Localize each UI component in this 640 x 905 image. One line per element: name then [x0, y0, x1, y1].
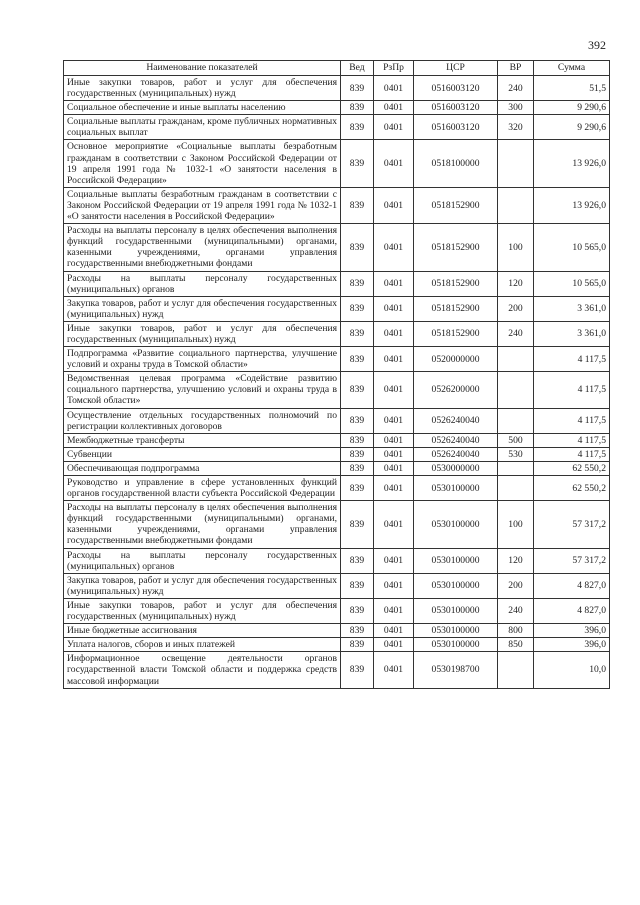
- cell-name: Расходы на выплаты персоналу государственных (муниципальных) органов: [64, 548, 341, 573]
- table-row: [64, 115, 610, 140]
- cell-ved: 839: [341, 461, 374, 475]
- cell-rzpr: 0401: [374, 372, 414, 408]
- cell-sum: 10 565,0: [534, 271, 610, 296]
- cell-csr: 0530100000: [414, 548, 498, 573]
- table-row: [64, 461, 610, 475]
- cell-ved: 839: [341, 652, 374, 688]
- cell-rzpr: 0401: [374, 187, 414, 223]
- cell-csr: 0526200000: [414, 372, 498, 408]
- cell-ved: 839: [341, 408, 374, 433]
- table-row: [64, 321, 610, 346]
- table-row: [64, 224, 610, 271]
- cell-name: Информационное освещение деятельности органов государственной власти Томской области и поддержка средств массовой информации: [64, 652, 341, 688]
- cell-name: Межбюджетные трансферты: [64, 433, 341, 447]
- cell-rzpr: 0401: [374, 548, 414, 573]
- cell-name: Закупка товаров, работ и услуг для обеспечения государственных (муниципальных) нужд: [64, 573, 341, 598]
- cell-vr: [498, 476, 534, 501]
- cell-sum: 4 117,5: [534, 447, 610, 461]
- cell-vr: 240: [498, 321, 534, 346]
- cell-csr: 0530100000: [414, 624, 498, 638]
- cell-sum: 3 361,0: [534, 321, 610, 346]
- cell-ved: 839: [341, 347, 374, 372]
- cell-ved: 839: [341, 140, 374, 187]
- cell-vr: 300: [498, 101, 534, 115]
- table-row: [64, 433, 610, 447]
- cell-ved: 839: [341, 548, 374, 573]
- cell-ved: 839: [341, 224, 374, 271]
- cell-ved: 839: [341, 296, 374, 321]
- cell-csr: 0518152900: [414, 296, 498, 321]
- cell-name: Подпрограмма «Развитие социального партнерства, улучшение условий и охраны труда в Томской области»: [64, 347, 341, 372]
- cell-rzpr: 0401: [374, 408, 414, 433]
- cell-rzpr: 0401: [374, 447, 414, 461]
- cell-csr: 0516003120: [414, 115, 498, 140]
- cell-ved: 839: [341, 101, 374, 115]
- cell-vr: 100: [498, 224, 534, 271]
- cell-csr: 0530198700: [414, 652, 498, 688]
- cell-csr: 0518100000: [414, 140, 498, 187]
- table-row: [64, 501, 610, 548]
- cell-rzpr: 0401: [374, 652, 414, 688]
- cell-vr: 530: [498, 447, 534, 461]
- cell-name: Расходы на выплаты персоналу в целях обеспечения выполнения функций государственными (муниципальными) органами, казенными учреждениями, органами управления государственными внебюджетными фондами: [64, 501, 341, 548]
- table-row: [64, 548, 610, 573]
- cell-rzpr: 0401: [374, 140, 414, 187]
- table-row: [64, 140, 610, 187]
- cell-vr: [498, 408, 534, 433]
- cell-rzpr: 0401: [374, 271, 414, 296]
- cell-ved: 839: [341, 187, 374, 223]
- cell-name: Иные бюджетные ассигнования: [64, 624, 341, 638]
- cell-csr: 0516003120: [414, 76, 498, 101]
- table-header-row: [64, 61, 610, 76]
- table-row: [64, 624, 610, 638]
- cell-rzpr: 0401: [374, 598, 414, 623]
- cell-csr: 0526240040: [414, 447, 498, 461]
- cell-rzpr: 0401: [374, 76, 414, 101]
- cell-csr: 0530000000: [414, 461, 498, 475]
- cell-ved: 839: [341, 372, 374, 408]
- table-row: [64, 296, 610, 321]
- cell-vr: 100: [498, 501, 534, 548]
- cell-ved: 839: [341, 271, 374, 296]
- cell-sum: 4 117,5: [534, 408, 610, 433]
- table-body: [64, 76, 610, 689]
- cell-ved: 839: [341, 76, 374, 101]
- column-header-rzpr: РзПр: [374, 61, 414, 76]
- cell-csr: 0520000000: [414, 347, 498, 372]
- cell-sum: 62 550,2: [534, 476, 610, 501]
- cell-sum: 62 550,2: [534, 461, 610, 475]
- cell-sum: 3 361,0: [534, 296, 610, 321]
- table-row: [64, 652, 610, 688]
- cell-name: Руководство и управление в сфере установленных функций органов государственной власти субъекта Российской Федерации: [64, 476, 341, 501]
- cell-sum: 51,5: [534, 76, 610, 101]
- cell-rzpr: 0401: [374, 115, 414, 140]
- cell-rzpr: 0401: [374, 501, 414, 548]
- table-row: [64, 372, 610, 408]
- cell-csr: 0518152900: [414, 321, 498, 346]
- table-row: [64, 76, 610, 101]
- cell-rzpr: 0401: [374, 476, 414, 501]
- cell-sum: 9 290,6: [534, 115, 610, 140]
- cell-name: Осуществление отдельных государственных полномочий по регистрации коллективных договоров: [64, 408, 341, 433]
- column-header-ved: Вед: [341, 61, 374, 76]
- cell-name: Закупка товаров, работ и услуг для обеспечения государственных (муниципальных) нужд: [64, 296, 341, 321]
- cell-rzpr: 0401: [374, 461, 414, 475]
- cell-csr: 0518152900: [414, 224, 498, 271]
- cell-csr: 0530100000: [414, 573, 498, 598]
- cell-csr: 0526240040: [414, 408, 498, 433]
- cell-rzpr: 0401: [374, 321, 414, 346]
- cell-sum: 57 317,2: [534, 548, 610, 573]
- cell-vr: [498, 372, 534, 408]
- cell-csr: 0518152900: [414, 271, 498, 296]
- cell-ved: 839: [341, 624, 374, 638]
- cell-vr: 200: [498, 296, 534, 321]
- cell-ved: 839: [341, 447, 374, 461]
- cell-name: Уплата налогов, сборов и иных платежей: [64, 638, 341, 652]
- cell-sum: 4 117,5: [534, 347, 610, 372]
- cell-name: Социальные выплаты гражданам, кроме публичных нормативных социальных выплат: [64, 115, 341, 140]
- table-row: [64, 476, 610, 501]
- cell-ved: 839: [341, 321, 374, 346]
- cell-sum: 396,0: [534, 638, 610, 652]
- cell-sum: 396,0: [534, 624, 610, 638]
- cell-vr: [498, 347, 534, 372]
- table-row: [64, 408, 610, 433]
- cell-ved: 839: [341, 501, 374, 548]
- cell-sum: 4 827,0: [534, 598, 610, 623]
- cell-name: Расходы на выплаты персоналу государственных (муниципальных) органов: [64, 271, 341, 296]
- table-row: [64, 447, 610, 461]
- cell-name: Иные закупки товаров, работ и услуг для обеспечения государственных (муниципальных) нужд: [64, 321, 341, 346]
- cell-vr: 500: [498, 433, 534, 447]
- cell-rzpr: 0401: [374, 296, 414, 321]
- column-header-csr: ЦСР: [414, 61, 498, 76]
- cell-vr: 240: [498, 76, 534, 101]
- budget-table: [63, 60, 610, 689]
- cell-csr: 0518152900: [414, 187, 498, 223]
- cell-csr: 0530100000: [414, 638, 498, 652]
- cell-ved: 839: [341, 573, 374, 598]
- cell-name: Социальное обеспечение и иные выплаты населению: [64, 101, 341, 115]
- cell-vr: [498, 140, 534, 187]
- table-row: [64, 271, 610, 296]
- cell-sum: 4 117,5: [534, 372, 610, 408]
- cell-ved: 839: [341, 638, 374, 652]
- cell-name: Обеспечивающая подпрограмма: [64, 461, 341, 475]
- cell-ved: 839: [341, 433, 374, 447]
- table-row: [64, 187, 610, 223]
- cell-name: Иные закупки товаров, работ и услуг для обеспечения государственных (муниципальных) нужд: [64, 598, 341, 623]
- cell-rzpr: 0401: [374, 573, 414, 598]
- cell-rzpr: 0401: [374, 624, 414, 638]
- cell-vr: [498, 187, 534, 223]
- cell-sum: 4 117,5: [534, 433, 610, 447]
- table-row: [64, 638, 610, 652]
- column-header-sum: Сумма: [534, 61, 610, 76]
- cell-sum: 57 317,2: [534, 501, 610, 548]
- cell-vr: 120: [498, 271, 534, 296]
- cell-csr: 0530100000: [414, 598, 498, 623]
- table-row: [64, 573, 610, 598]
- cell-rzpr: 0401: [374, 347, 414, 372]
- cell-name: Социальные выплаты безработным гражданам в соответствии с Законом Российской Федерации от 19 апреля 1991 года № 1032-1 «О занятости населения в Российской Федерации»: [64, 187, 341, 223]
- cell-name: Основное мероприятие «Социальные выплаты безработным гражданам в соответствии с Законом Российской Федерации от 19 апреля 1991 года № 1032-1 «О занятости населения в Российской Федерации»: [64, 140, 341, 187]
- cell-vr: 120: [498, 548, 534, 573]
- page-number: 392: [588, 38, 606, 52]
- cell-vr: 200: [498, 573, 534, 598]
- cell-vr: [498, 652, 534, 688]
- cell-sum: 10 565,0: [534, 224, 610, 271]
- table-row: [64, 347, 610, 372]
- cell-sum: 10,0: [534, 652, 610, 688]
- cell-vr: 800: [498, 624, 534, 638]
- cell-name: Иные закупки товаров, работ и услуг для обеспечения государственных (муниципальных) нужд: [64, 76, 341, 101]
- cell-csr: 0526240040: [414, 433, 498, 447]
- cell-ved: 839: [341, 598, 374, 623]
- cell-name: Ведомственная целевая программа «Содействие развитию социального партнерства, улучшению условий и охраны труда в Томской области»: [64, 372, 341, 408]
- table-row: [64, 101, 610, 115]
- cell-sum: 9 290,6: [534, 101, 610, 115]
- cell-vr: 850: [498, 638, 534, 652]
- cell-csr: 0516003120: [414, 101, 498, 115]
- cell-ved: 839: [341, 476, 374, 501]
- cell-rzpr: 0401: [374, 433, 414, 447]
- cell-rzpr: 0401: [374, 224, 414, 271]
- cell-csr: 0530100000: [414, 476, 498, 501]
- cell-sum: 4 827,0: [534, 573, 610, 598]
- cell-name: Субвенции: [64, 447, 341, 461]
- cell-vr: [498, 461, 534, 475]
- cell-rzpr: 0401: [374, 638, 414, 652]
- cell-vr: 240: [498, 598, 534, 623]
- cell-name: Расходы на выплаты персоналу в целях обеспечения выполнения функций государственными (муниципальными) органами, казенными учреждениями, органами управления государственными внебюджетными фондами: [64, 224, 341, 271]
- cell-sum: 13 926,0: [534, 140, 610, 187]
- table-row: [64, 598, 610, 623]
- cell-ved: 839: [341, 115, 374, 140]
- cell-sum: 13 926,0: [534, 187, 610, 223]
- column-header-vr: ВР: [498, 61, 534, 76]
- column-header-name: Наименование показателей: [64, 61, 341, 76]
- cell-rzpr: 0401: [374, 101, 414, 115]
- cell-csr: 0530100000: [414, 501, 498, 548]
- cell-vr: 320: [498, 115, 534, 140]
